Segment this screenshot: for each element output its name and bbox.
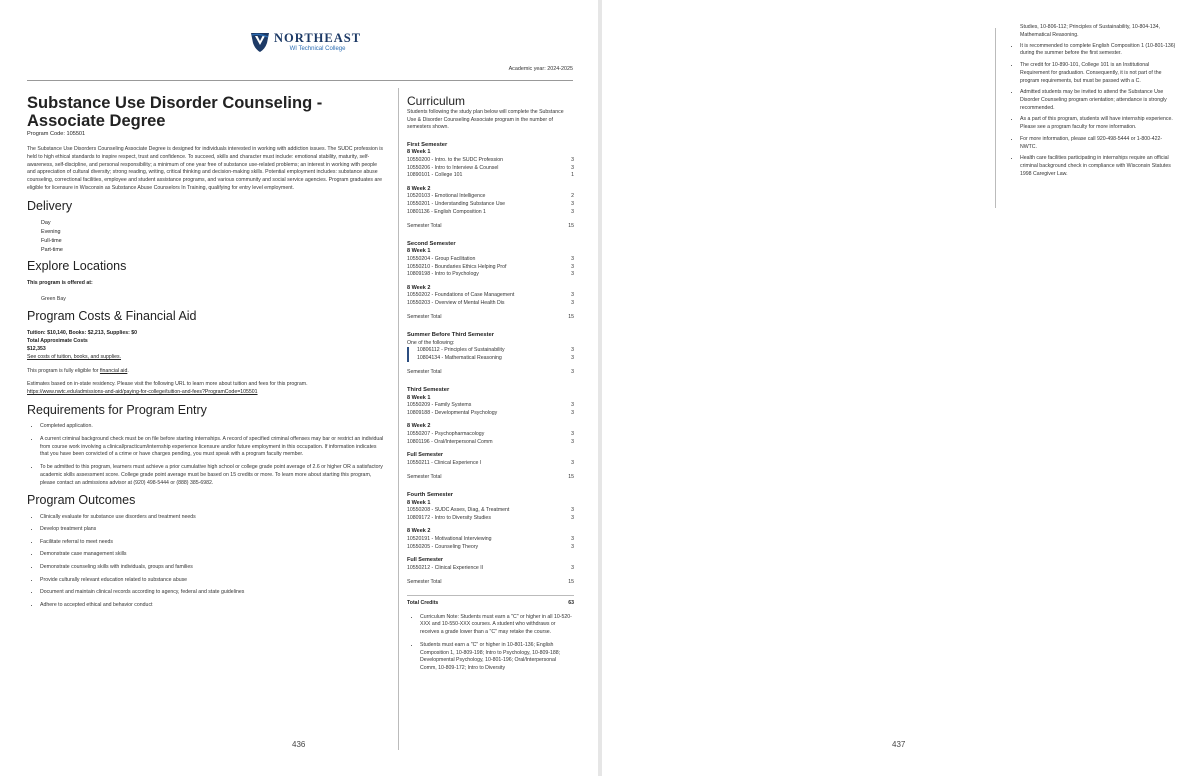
column-divider bbox=[995, 28, 996, 208]
curriculum-section bbox=[407, 94, 574, 678]
semester-total: Semester Total 15 bbox=[407, 579, 574, 586]
total-costs-value: $12,353 bbox=[27, 345, 46, 352]
list-item: • Students must earn a "C" or higher in 10-801-136; English Composition 1, 10-809-198; Intro to Psychology, 10-809-188; Developmental Psychology, 10-801-196; Oral/Interpersonal Comm, 10-809-172; Intro to Diversity bbox=[420, 642, 574, 673]
semester-total: Semester Total 15 bbox=[407, 223, 574, 230]
semester-total: Semester Total 3 bbox=[407, 369, 574, 376]
right-page bbox=[602, 0, 1200, 776]
delivery-list bbox=[41, 219, 385, 255]
semester-title: Third Semester bbox=[407, 387, 450, 394]
requirements-heading: Requirements for Program Entry bbox=[27, 402, 207, 417]
tuition-url-link[interactable]: https://www.nwtc.edu/admissions-and-aid/paying-for-college/tuition-and-fees?ProgramCode=105501 bbox=[27, 389, 258, 396]
list-item: • Adhere to accepted ethical and behavior conduct bbox=[40, 602, 385, 610]
term-label: 8 Week 1 bbox=[407, 248, 431, 255]
course-row: 10550209 - Family Systems 3 bbox=[407, 402, 574, 409]
list-item: Part-time bbox=[41, 246, 63, 253]
one-of-label: One of the following: bbox=[407, 339, 455, 346]
course-row: 10801136 - English Composition 1 3 bbox=[407, 208, 574, 215]
shield-logo-icon bbox=[250, 31, 270, 53]
page-title: Substance Use Disorder Counseling - Associate Degree bbox=[27, 94, 323, 130]
course-row: 10550205 - Counseling Theory 3 bbox=[407, 543, 574, 550]
list-item: • Curriculum Note: Students must earn a "C" or higher in all 10-520-XXX and 10-550-XXX courses. A student who withdraws or receives a grade lower than a "C" may retake the course. bbox=[420, 614, 574, 637]
course-row: 10550203 - Overview of Mental Health Dis 3 bbox=[407, 299, 574, 306]
list-item: Day bbox=[41, 219, 51, 226]
list-item: • Facilitate referral to meet needs bbox=[40, 539, 385, 547]
course-row: 10550201 - Understanding Substance Use 3 bbox=[407, 200, 574, 207]
locations-heading: Explore Locations bbox=[27, 258, 127, 273]
header-divider bbox=[27, 80, 573, 81]
logo-name: NORTHEAST bbox=[274, 31, 362, 46]
term-label: 8 Week 2 bbox=[407, 528, 431, 535]
list-item: • Admitted students may be invited to attend the Substance Use Disorder Counseling program orientation; attendance is strongly recommended. bbox=[1020, 89, 1178, 112]
column-divider bbox=[398, 88, 399, 750]
term-label: 8 Week 1 bbox=[407, 149, 431, 156]
course-row: 10550210 - Boundaries Ethics Helping Prof 3 bbox=[407, 263, 574, 270]
list-item: • A current criminal background check must be on file before starting internships. A record of specified criminal offenses may bar or restrict an individual from course work involving a clinical/practicum/internship experience licensure and/or future employment in this occupation. If information indicates that you have been convicted of a crime or have charges pending, you must speak with a program faculty member. bbox=[40, 436, 385, 459]
course-row: 10550206 - Intro to Interview & Counsel 3 bbox=[407, 164, 574, 171]
curriculum-notes-continued bbox=[1011, 24, 1178, 182]
notes-list bbox=[1011, 43, 1178, 179]
term-label: 8 Week 2 bbox=[407, 284, 431, 291]
left-page bbox=[0, 0, 598, 776]
delivery-heading: Delivery bbox=[27, 198, 73, 213]
term-label: 8 Week 2 bbox=[407, 185, 431, 192]
costs-link[interactable]: See costs of tuition, books, and supplies. bbox=[27, 353, 122, 360]
term-label: 8 Week 1 bbox=[407, 394, 431, 401]
page-number-left: 436 bbox=[292, 740, 306, 749]
program-code: Program Code: 105501 bbox=[27, 131, 86, 137]
location-item: Green Bay bbox=[41, 295, 66, 302]
semester-total: Semester Total 15 bbox=[407, 474, 574, 481]
course-row: 10890101 - College 101 1 bbox=[407, 172, 574, 179]
course-row: 10804134 - Mathematical Reasoning 3 bbox=[417, 354, 574, 361]
list-item: • Clinically evaluate for substance use disorders and treatment needs bbox=[40, 514, 385, 522]
outcomes-heading: Program Outcomes bbox=[27, 492, 136, 507]
list-item: Evening bbox=[41, 228, 61, 235]
term-label: 8 Week 1 bbox=[407, 499, 431, 506]
term-label: 8 Week 2 bbox=[407, 423, 431, 430]
course-row: 10550204 - Group Facilitation 3 bbox=[407, 255, 574, 262]
course-row: 10809172 - Intro to Diversity Studies 3 bbox=[407, 514, 574, 521]
course-row: 10550211 - Clinical Experience I 3 bbox=[407, 459, 574, 466]
program-description: The Substance Use Disorders Counseling Associate Degree is designed for individuals interested in working with addiction issues. The SUDC profession is held to high ethical standards to inspire respect, trust and confidence. To succeed, skills and character must include: emotional stability, maturity, self-awareness, self-discipline, and personal responsibility; a minimum of one year free of substance use-related problems; an interest in working with people and appreciation of cultural diversity; strong reading, writing, critical thinking and decision-making skills. Potential employment includes: substance abuse counseling, correctional facilities, employee and student assistance programs, and various community and social service agencies. Program graduates are eligible for licensure in Wisconsin as Substance Abuse Counselors In Training, qualifying for entry level employment. bbox=[27, 146, 384, 191]
total-costs-label: Total Approximate Costs bbox=[27, 338, 88, 345]
list-item: • The credit for 10-890-101, College 101 is an Institutional Requirement for graduation. Consequently, it is not part of the program requirements, but must be passed with a C. bbox=[1020, 62, 1178, 85]
note-continuation: Studies, 10-806-112; Principles of Sustainability, 10-804-134, Mathematical Reasoning. bbox=[1020, 24, 1160, 38]
semester-title: Second Semester bbox=[407, 240, 456, 247]
course-row: 10809188 - Developmental Psychology 3 bbox=[407, 409, 574, 416]
financial-aid-link[interactable]: financial aid bbox=[99, 367, 128, 374]
list-item: • Completed application. bbox=[40, 423, 385, 431]
course-row: 10520103 - Emotional Intelligence 2 bbox=[407, 193, 574, 200]
semester-title: First Semester bbox=[407, 141, 448, 148]
list-item: • Provide culturally relevant education related to substance abuse bbox=[40, 577, 385, 585]
course-row: 10801196 - Oral/Interpersonal Comm 3 bbox=[407, 438, 574, 445]
course-row: 10520191 - Motivational Interviewing 3 bbox=[407, 535, 574, 542]
list-item: • Demonstrate counseling skills with individuals, groups and families bbox=[40, 564, 385, 572]
list-item: • Demonstrate case management skills bbox=[40, 551, 385, 559]
list-item: • As a part of this program, students will have internship experience. Please see a program faculty for more information. bbox=[1020, 116, 1178, 132]
elective-choice-group bbox=[407, 347, 574, 362]
curriculum-notes bbox=[407, 614, 574, 674]
list-item: • Health care facilities participating in internships require an official criminal background check in compliance with Wisconsin Statutes 1998 Caregiver Law. bbox=[1020, 155, 1178, 178]
academic-year: Academic year: 2024-2025 bbox=[508, 66, 573, 72]
list-item: • It is recommended to complete English Composition 1 (10-801-136) during the summer before the first semester. bbox=[1020, 43, 1178, 59]
course-row: 10550212 - Clinical Experience II 3 bbox=[407, 564, 574, 571]
outcomes-list bbox=[27, 514, 385, 610]
curriculum-intro: Students following the study plan below will complete the Substance Use & Disorder Counseling Associate program in the number of semesters shown. bbox=[407, 109, 564, 131]
list-item: Full-time bbox=[41, 237, 62, 244]
requirements-list bbox=[27, 423, 385, 488]
semester-title: Fourth Semester bbox=[407, 491, 454, 498]
term-label: Full Semester bbox=[407, 452, 444, 459]
course-row: 10550200 - Intro. to the SUDC Profession 3 bbox=[407, 156, 574, 163]
semester-title: Summer Before Third Semester bbox=[407, 332, 494, 339]
costs-heading: Program Costs & Financial Aid bbox=[27, 309, 197, 324]
logo-subtitle: WI Technical College bbox=[289, 45, 346, 52]
list-item: • For more information, please call 920-498-5444 or 1-800-422-NWTC. bbox=[1020, 136, 1178, 152]
total-credits: Total Credits 63 bbox=[407, 595, 574, 608]
curriculum-heading: Curriculum bbox=[407, 94, 466, 108]
list-item: • Document and maintain clinical records according to agency, federal and state guidelines bbox=[40, 589, 385, 597]
offered-at-label: This program is offered at: bbox=[27, 279, 93, 286]
course-row: 10809198 - Intro to Psychology 3 bbox=[407, 271, 574, 278]
course-row: 10550207 - Psychopharmacology 3 bbox=[407, 431, 574, 437]
financial-aid-note: This program is fully eligible for financial aid. bbox=[27, 367, 129, 374]
page-number-right: 437 bbox=[892, 740, 906, 749]
program-overview bbox=[27, 94, 385, 614]
list-item: • To be admitted to this program, learners must achieve a prior cumulative high school or college grade point average of 2.6 or higher OR a satisfactory academic skills assessment score. College grade point average must be based on 15 credits or more. To learn more about starting this program, please contact an admissions advisor at (920) 498-5444 or (888) 385-6982. bbox=[40, 464, 385, 487]
course-row: 10550208 - SUDC Asses, Diag, & Treatment 3 bbox=[407, 507, 574, 514]
course-row: 10806112 - Principles of Sustainability 3 bbox=[417, 347, 574, 354]
course-row: 10550202 - Foundations of Case Management 3 bbox=[407, 292, 574, 299]
list-item: • Develop treatment plans bbox=[40, 526, 385, 534]
tuition-breakdown: Tuition: $10,140, Books: $2,213, Supplies: $0 bbox=[27, 330, 138, 337]
semester-total: Semester Total 15 bbox=[407, 314, 574, 321]
term-label: Full Semester bbox=[407, 557, 444, 564]
college-logo[interactable] bbox=[250, 31, 361, 53]
estimates-note: Estimates based on in-state residency. Please visit the following URL to learn more about tuition and fees for this program. bbox=[27, 381, 308, 388]
